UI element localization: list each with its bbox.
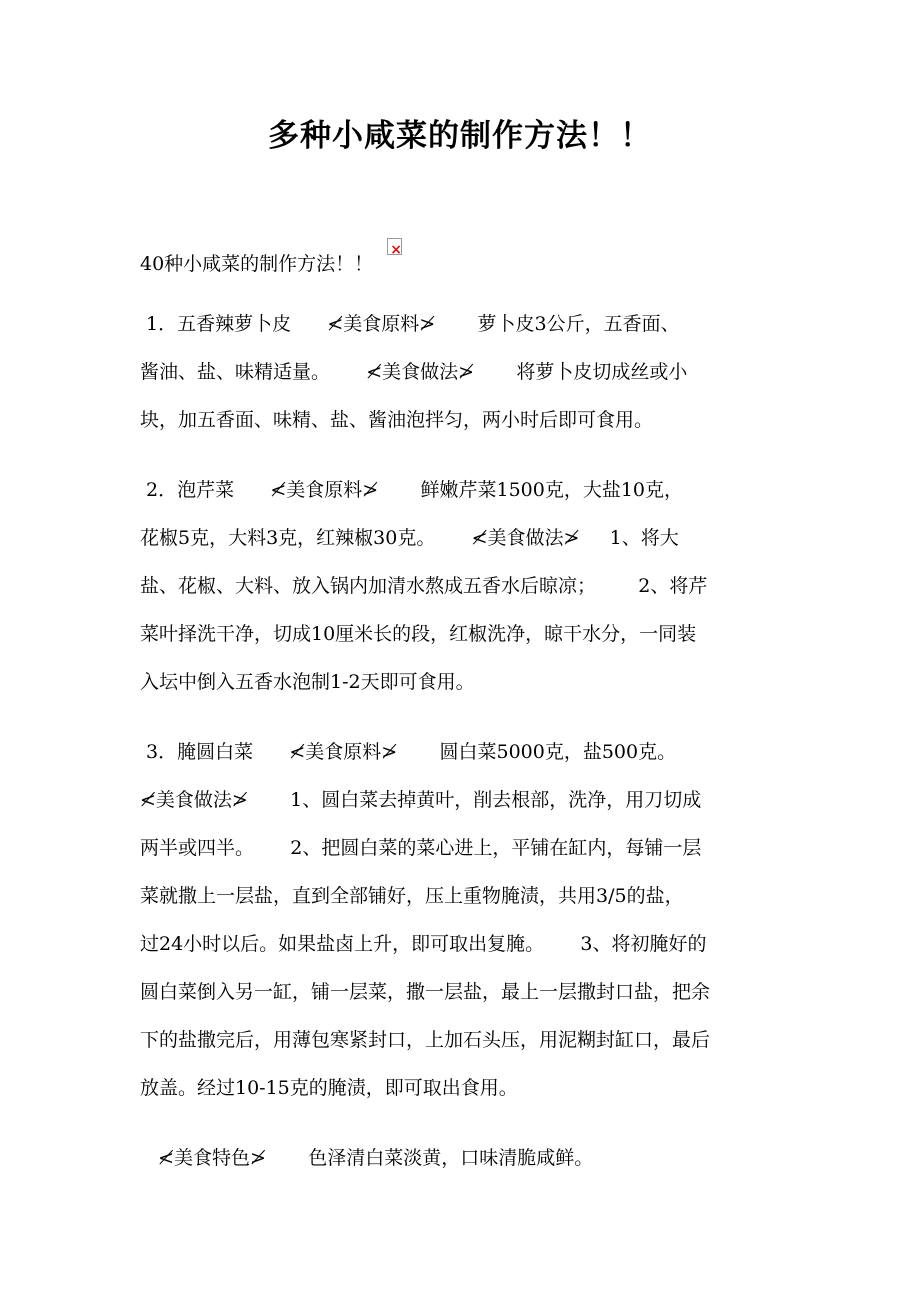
subtitle-line	[140, 250, 402, 278]
recipe-2-line-3: 盐、花椒、大料、放入锅内加清水熬成五香水后晾凉； 2、将芹	[140, 575, 708, 597]
recipe-3-line-3: 两半或四半。 2、把圆白菜的菜心进上，平铺在缸内，每铺一层	[140, 837, 702, 859]
recipe-3-line-4: 菜就撒上一层盐，直到全部铺好，压上重物腌渍，共用3/5的盐，	[140, 885, 684, 907]
recipe-3-feature-line: ≮美食特色≯ 色泽清白菜淡黄，口味清脆咸鲜。	[140, 1147, 594, 1169]
recipe-1-line-3: 块，加五香面、味精、盐、酱油泡拌匀，两小时后即可食用。	[140, 409, 654, 431]
recipe-2-line-5: 入坛中倒入五香水泡制1-2天即可食用。	[140, 671, 475, 693]
recipe-3-line-6: 圆白菜倒入另一缸，铺一层菜，撒一层盐，最上一层撒封口盐，把余	[140, 981, 711, 1003]
broken-image-icon	[387, 238, 402, 255]
recipe-3-line-1: 3．腌圆白菜 ≮美食原料≯ 圆白菜5000克，盐500克。	[140, 741, 677, 763]
recipe-3-line-2: ≮美食做法≯ 1、圆白菜去掉黄叶，削去根部，洗净，用刀切成	[140, 789, 702, 811]
recipe-3-line-8: 放盖。经过10-15克的腌渍，即可取出食用。	[140, 1077, 518, 1099]
recipe-2-line-4: 菜叶择洗干净，切成10厘米长的段，红椒洗净，晾干水分，一同装	[140, 623, 697, 645]
recipe-1-line-1: 1．五香辣萝卜皮 ≮美食原料≯ 萝卜皮3公斤，五香面、	[140, 313, 680, 335]
recipe-2-line-2: 花椒5克，大料3克，红辣椒30克。 ≮美食做法≯ 1、将大	[140, 527, 679, 549]
subtitle-text: 40种小咸菜的制作方法！！	[140, 253, 374, 275]
recipe-2-line-1: 2．泡芹菜 ≮美食原料≯ 鲜嫩芹菜1500克，大盐10克，	[140, 479, 684, 501]
recipe-3-line-5: 过24小时以后。如果盐卤上升，即可取出复腌。 3、将初腌好的	[140, 933, 707, 955]
page-title: 多种小咸菜的制作方法！！	[268, 118, 652, 154]
recipe-3-line-7: 下的盐撒完后，用薄包寒紧封口，上加石头压，用泥糊封缸口，最后	[140, 1029, 711, 1051]
recipe-1-line-2: 酱油、盐、味精适量。 ≮美食做法≯ 将萝卜皮切成丝或小	[140, 361, 688, 383]
